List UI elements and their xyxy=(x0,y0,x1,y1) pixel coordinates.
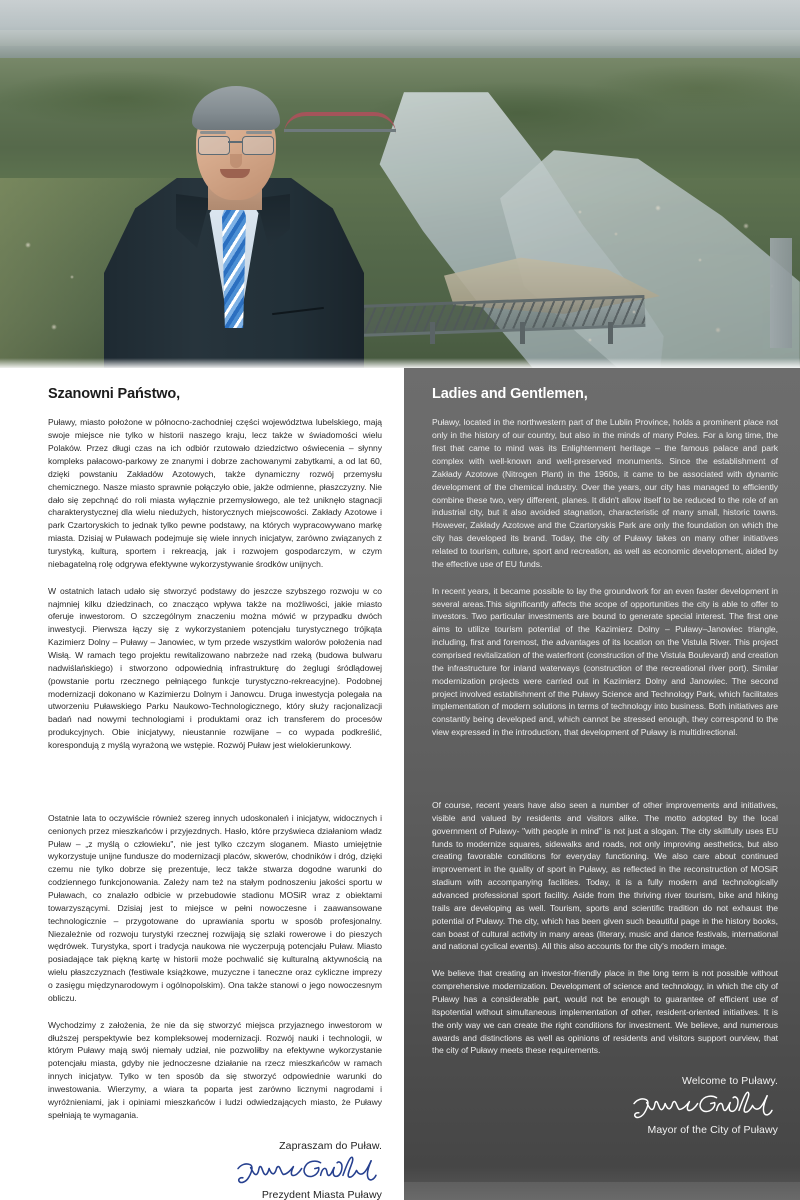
english-column xyxy=(404,368,800,1200)
polish-salutation: Szanowni Państwo, xyxy=(48,386,180,402)
polish-column xyxy=(0,368,404,1200)
english-paragraph-3: Of course, recent years have also seen a number of other improvements and initiatives, visible and valued by residents and visitors alike. The motto adopted by the local government of Puławy- "with people in mind" is not just a slogan. The city skillfully uses EU funds to modernize squares, sidewalks and roads, not only improving aesthetics, but also creating favorable conditions for everyday functioning. We also care about continued improvement in the quality of sport in Puławy, as reflected in the reconstruction of MOSiR stadium with accompanying facilities. Today, it is a fully modern and technologically advanced professional sport facility. Aside from the thriving river tourism, bike and hiking trails are developing as well. Tourism, sports and scientific tradition do not exhaust the potential of Puławy. The city, which has been given such beautiful page in the history books, can boast of cultural activity in many areas (literary, music and dance festivals, international and national cyclical events). All this also accounts for the city's modern image. xyxy=(432,800,778,952)
bridge-pier xyxy=(430,322,435,344)
hair xyxy=(192,86,280,130)
polish-paragraph-2: W ostatnich latach udało się stworzyć podstawy do jeszcze szybszego rozwoju w co najmniej kilku dziedzinach, co znacząco wpływa także na możliwości, jakie miasto oferuje inwestorom. O szczególnym znaczeniu można mówić w przypadku dwóch inwestycji. Pierwsza łączy się z wykorzystaniem potencjału turystycznego trójkąta Kazimierz Dolny – Puławy – Janowiec, w tym przede wszystkim walorów położenia nad Wisłą. W ramach tego projektu rewitalizowano nabrzeże nad rzeką (budowa bulwaru nadwiślańskiego) i stworzono odpowiednią infrastrukturę do żeglugi śródlądowej (powstanie portu rzecznego pełniącego funkcje turystyczno-rekreacyjne). Podobnej modernizacji dokonano w Kazimierzu Dolnym i Janowcu. Druga inwestycja polegała na utworzeniu Puławskiego Parku Naukowo-Technologicznego, który służy racjonalizacji badań nad nowymi technologiami i produktami oraz ich transferem do procesów produkcyjnych. Obie inicjatywy, nieustannie rozwijane – co wypada podkreślić, korespondują z myślą wyrażoną we wstępie. Rozwój Puław jest wielokierunkowy. xyxy=(48,585,382,751)
townscape-right xyxy=(560,190,800,360)
english-closing-block xyxy=(432,1075,778,1136)
english-column-gap xyxy=(432,753,778,799)
photo-bottom-fade xyxy=(0,358,800,368)
mouth xyxy=(220,169,250,178)
polish-paragraph-1: Puławy, miasto położone w północno-zachodniej części województwa lubelskiego, mają swoje miejsce nie tylko w historii naszego kraju, lecz także w świadomości wielu Polaków. Przez długi czas na ich odbiór rzutowało dziedzictwo oświecenia – słynny kompleks pałacowo-parkowy ze znanymi i dobrze zachowanymi zabytkami, a od lat 60, dzięki powstaniu Zakładów Azotowych, także dynamiczny rozwój przemysłu chemicznego. Nasze miasto sprawnie połączyło obie, jakże odmienne, płaszczyzny. Nie dało się zepchnąć do roli miasta wyłącznie przemysłowego, ale też uniknęło stagnacji charakterystycznej dla wielu niedużych, historycznych miejscowości. Zakłady Azotowe i park Czartoryskich to jednak tylko pewne podstawy, na których wypracowywano markę miasta. Dzisiaj w Puławach podejmuje się wiele innych inicjatyw, zarówno związanych z turystyką, kulturą, sportem i rekreacją, jak i rozwojem gospodarczym, w czym niebagatelną rolę odgrywa efektywne wykorzystywanie środków unijnych. xyxy=(48,417,382,569)
polish-paragraph-3: Ostatnie lata to oczywiście również szereg innych udoskonaleń i inicjatyw, widocznych i cenionych przez mieszkańców i przyjezdnych. Hasło, które przyświeca działaniom władz Puław – „z myślą o człowieku", nie jest tylko czczym sloganem. Miasto umiejętnie wykorzystuje unijne fundusze do modernizacji placów, skwerów, chodników i dróg, dzięki czemu nie tylko dobrze się prezentuje, lecz także stwarza dogodne warunki do codziennego funkcjonowania. Zależy nam też na stałym podnoszeniu jakości sportu w Puławach, co znalazło odbicie w przebudowie stadionu MOSiR wraz z obiektami towarzyszącymi. Dzisiaj jest to miejsce w pełni nowoczesne i zaawansowane technologicznie – przygotowane do uprawiania sportu w sposób profesjonalny. Niezależnie od rozwoju turystyki rzecznej rozwijają się szlaki rowerowe i do pieszych wędrówek. Turystyka, sport i tradycja naukowa nie wyczerpują potencjału Puław. Miasto posiadające tak piękną kartę w historii może pochwalić się kulturalną aktywnością na wielu płaszczyznach (festiwale książkowe, muzyczne i taneczne oraz cykliczne imprezy o zasięgu międzynarodowym i ogólnopolskim). Ona także stanowi o jego nowoczesnym obliczu. xyxy=(48,812,382,1003)
signature-icon xyxy=(628,1089,778,1123)
signature-icon xyxy=(232,1154,382,1188)
english-paragraph-4: We believe that creating an investor-friendly place in the long term is not possible without comprehensive modernization. Development of science and technology, in which the city of Puławy has a considerable part, would not be enough to guarantee of efficient use of itspotential without simultaneous implementation of other, resident-oriented initiatives. It is the only way we can create the right conditions for investment. We believe, and numerous awards and distinctions as well as opinions of residents and visitors support ourview, that the city of Puławy meets these requirements. xyxy=(432,968,778,1056)
english-closing-line: Welcome to Puławy. xyxy=(682,1075,778,1088)
letter-body xyxy=(0,368,800,1200)
polish-column-gap xyxy=(48,766,382,812)
english-paragraph-2: In recent years, it became possible to lay the groundwork for an even faster development in several areas.This significantly affects the scope of opportunities the city is able to offer to investors. Two particular investments are bound to generate special interest. The first one aims to utilize tourism potential of the Kazimierz Dolny – Puławy–Janowiec triangle, including, first and foremost, the advantages of its location on the Vistula River. This project comprised revitalization of the waterfront (construction of the Vistula Boulevard) and creation the infrastructure for inland waterways (construction of the recreational river port). Similar modernization projects were carried out in Kazimierz Dolny and Janowiec. The second project involved establishment of the Puławy Science and Technology Park, which facilitates implementation of modern solutions in terms of technology into business. Both initiatives are constantly being developed and, which cannot be stressed enough, they correspond to the view expressed in the introduction, that development of Puławy is multidirectional. xyxy=(432,585,778,738)
english-salutation: Ladies and Gentlemen, xyxy=(432,386,588,402)
polish-signature-role: Prezydent Miasta Puławy xyxy=(261,1188,382,1200)
hero-photo xyxy=(0,0,800,368)
nose xyxy=(230,154,242,168)
english-signature-role: Mayor of the City of Puławy xyxy=(647,1124,778,1137)
mayor-portrait xyxy=(104,68,364,368)
polish-closing-line: Zapraszam do Puław. xyxy=(279,1139,382,1152)
eyebrow-left xyxy=(200,131,226,134)
striped-tie xyxy=(222,198,246,328)
eyebrow-right xyxy=(246,131,272,134)
polish-paragraph-4: Wychodzimy z założenia, że nie da się stworzyć miejsca przyjaznego inwestorom w dłuższej perspektywie bez kompleksowej modernizacji. Rozwój nauki i technologii, w którym Puławy mają swój niemały udział, nie pozwoliłby na efektywne wykorzystanie potencjału miasta, gdyby nie jednoczesne działanie na rzecz mieszkańców w ramach innych inicjatyw. Tylko w ten sposób da się stworzyć odpowiednie warunki do inwestowania. Wierzymy, a wiara ta poparta jest zarówno licznymi nagrodami i wyróżnieniami, jak i opiniami mieszkańców i ludzi odwiedzających miasto, że Puławy spełniają te wymagania. xyxy=(48,1019,382,1120)
eyeglasses-icon xyxy=(196,136,276,154)
polish-closing-block xyxy=(48,1140,382,1200)
apartment-tower xyxy=(770,238,792,348)
english-paragraph-1: Puławy, located in the northwestern part of the Lublin Province, holds a prominent place not only in the history of our country, but also in the minds of many Poles. For a long time, the first that came to mind was its Enlightenment heritage – the famous palace and park complex with well-known and well-preserved monuments. Since the establishment of Zakłady Azotowe (Nitrogen Plant) in the 1960s, it came to be associated with dynamic development of the chemical industry. Over the years, our city has managed to efficiently combine these two, very different, planes. It didn't allow itself to be reduced to the role of an industrial city, but it also avoided stagnation, characteristic of many small, historic towns. However, Zakłady Azotowe and the Czartoryskis Park are only the foundation on which the city has developed its brand. Today, the city of Puławy takes on many other initiatives related to tourism, culture, sport and recreation, as well as economic development, aided by the effective use of EU funds. xyxy=(432,417,778,569)
bridge-pier xyxy=(520,322,525,344)
